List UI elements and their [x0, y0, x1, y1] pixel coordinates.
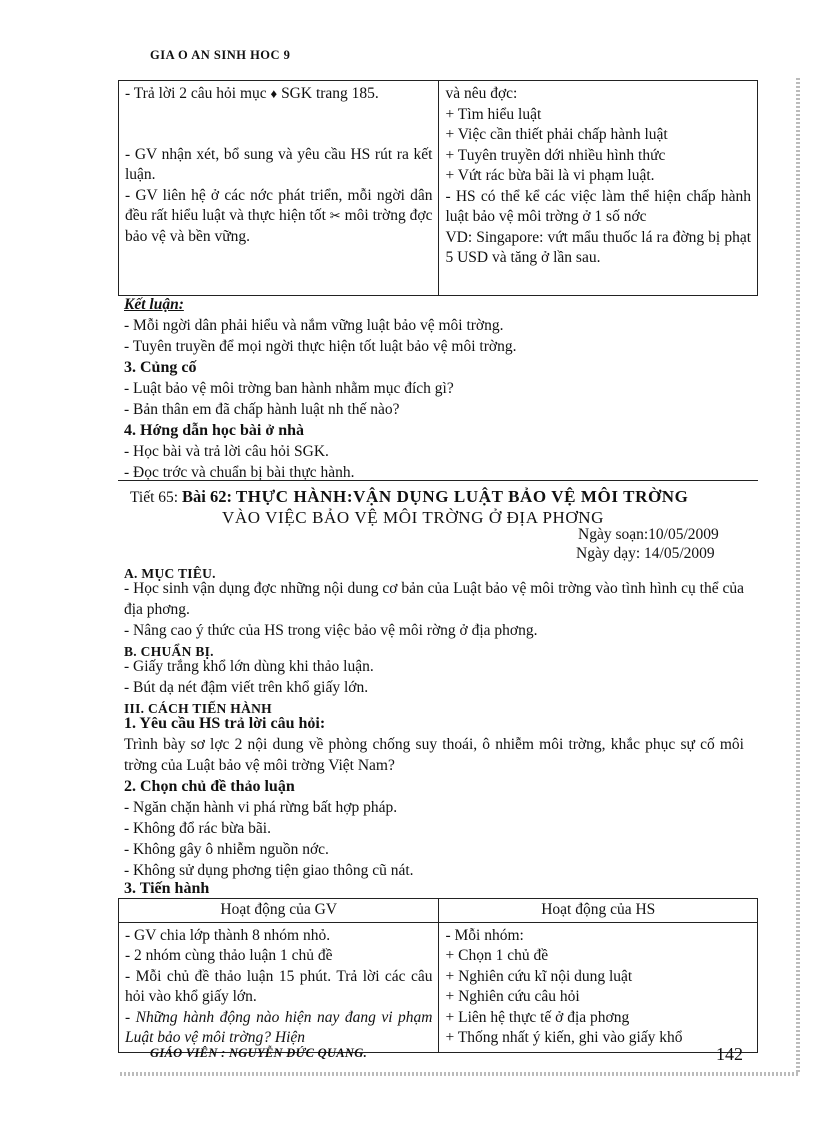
topic-item: - Không sử dụng phơng tiện giao thông cũ nát. [124, 862, 414, 879]
bottom-hs-cell [439, 922, 758, 1052]
bottom-activity-table [118, 898, 758, 1053]
ngay-day: Ngày dạy: 14/05/2009 [576, 545, 715, 562]
gv-line: - 2 nhóm cùng thảo luận 1 chủ đề [125, 947, 333, 964]
hs-line: + Tìm hiểu luật [445, 105, 542, 123]
lesson-subtitle: VÀO VIỆC BẢO VỆ MÔI TRỜNG Ở ĐỊA PHƠNG [222, 508, 605, 527]
hs-line: VD: Singapore: vứt mẩu thuốc lá ra đờng bị phạt 5 USD và tăng ở lần sau. [445, 228, 751, 266]
muc-tieu-title: A. MỤC TIÊU. [124, 566, 216, 581]
topic-item: - Ngăn chặn hành vi phá rừng bất hợp pháp. [124, 799, 398, 816]
hs-line: - Mỗi nhóm: [445, 926, 524, 944]
ket-luan-item: - Mỗi ngời dân phải hiểu và nắm vững luật bảo vệ môi trờng. [124, 317, 504, 334]
page-number: 142 [716, 1044, 743, 1064]
hs-line: + Việc cần thiết phải chấp hành luật [445, 126, 668, 143]
huong-dan-item: - Học bài và trả lời câu hỏi SGK. [124, 443, 329, 460]
hs-line: + Chọn 1 chủ đề [445, 947, 549, 964]
tiet-label: Tiết 65: [130, 489, 179, 506]
gv-line: - Mỗi chủ đề thảo luận 15 phút. Trả lời các câu hỏi vào khổ giấy lớn. [125, 967, 433, 1005]
page-shadow-right [796, 78, 800, 1078]
ngay-soan: Ngày soạn:10/05/2009 [578, 526, 719, 543]
cung-co-title: 3. Củng cố [124, 359, 197, 376]
top-table-gv-cell [119, 81, 439, 296]
lesson-title-line-1 [130, 486, 688, 508]
hs-line: + Nghiên cứu kĩ nội dung luật [445, 967, 633, 985]
gv-header: Hoạt động của GV [119, 899, 439, 923]
chuan-bi-title: B. CHUẨN BỊ. [124, 644, 214, 659]
ket-luan-title: Kết luận: [124, 296, 184, 313]
page-footer-teacher: GIÁO VIÊN : NGUYỄN ĐỨC QUANG. [150, 1046, 368, 1060]
top-activity-table [118, 80, 758, 296]
chuan-bi-item: - Bút dạ nét đậm viết trên khổ giấy lớn. [124, 679, 369, 696]
top-table-hs-cell [439, 81, 758, 296]
hs-line: + Thống nhất ý kiến, ghi vào giấy khổ [445, 1029, 683, 1046]
step-3-title: 3. Tiến hành [124, 880, 210, 897]
gv-item-1: - Trả lời 2 câu hỏi mục ♦ SGK trang 185. [125, 84, 432, 105]
ket-luan-item: - Tuyên truyền để mọi ngời thực hiện tốt luật bảo vệ môi trờng. [124, 338, 517, 355]
page-header: GIA O AN SINH HOC 9 [150, 48, 291, 62]
topic-item: - Không gây ô nhiễm nguồn nớc. [124, 841, 329, 858]
huong-dan-item: - Đọc trớc và chuẩn bị bài thực hành. [124, 464, 355, 481]
hs-line: + Vứt rác bừa bãi là vi phạm luật. [445, 167, 655, 184]
page-shadow-bottom [120, 1072, 800, 1076]
hs-line: + Nghiên cứu câu hỏi [445, 988, 580, 1005]
section-divider [118, 480, 758, 481]
step-1-text: Trình bày sơ lợc 2 nội dung về phòng chống suy thoái, ô nhiễm môi trờng, khắc phục sự cố môi trờng của Luật bảo vệ môi trờng Việt Nam? [124, 736, 744, 774]
cach-tien-hanh-title: III. CÁCH TIẾN HÀNH [124, 701, 272, 716]
hs-line: + Liên hệ thực tế ở địa phơng [445, 1008, 630, 1026]
gv-line: - GV chia lớp thành 8 nhóm nhỏ. [125, 926, 331, 944]
bottom-gv-cell [119, 922, 439, 1052]
lesson-title: THỰC HÀNH:VẬN DỤNG LUẬT BẢO VỆ MÔI TRỜNG [235, 487, 689, 506]
gv-item-3: - GV liên hệ ở các nớc phát triển, mỗi ngời dân đều rất hiểu luật và thực hiện tốt ✂ môi trờng đợc bảo vệ và bền vững. [125, 186, 433, 245]
gv-italic-line: - Những hành động nào hiện nay đang vi phạm Luật bảo vệ môi trờng? Hiện [125, 1008, 433, 1046]
cung-co-item: - Bản thân em đã chấp hành luật nh thế nào? [124, 401, 400, 418]
muc-tieu-item: - Nâng cao ý thức của HS trong việc bảo vệ môi rờng ở địa phơng. [124, 622, 538, 639]
diamond-bullet-icon: ♦ [270, 86, 278, 101]
bai-label: Bài 62: [181, 487, 232, 506]
hs-line: - HS có thể kể các việc làm thể hiện chấp hành luật bảo vệ môi trờng ở 1 số nớc [445, 187, 751, 225]
hs-header: Hoạt động của HS [439, 899, 758, 923]
muc-tieu-item: - Học sinh vận dụng đợc những nội dung cơ bản của Luật bảo vệ môi trờng vào tình hình cụ thể của địa phơng. [124, 580, 744, 618]
hs-line: + Tuyên truyền dới nhiều hình thức [445, 146, 666, 164]
gv-item-2: - GV nhận xét, bổ sung và yêu cầu HS rút ra kết luận. [125, 145, 433, 183]
scissors-icon: ✂ [329, 208, 341, 223]
huong-dan-title: 4. Hớng dẫn học bài ở nhà [124, 422, 304, 439]
topic-item: - Không đổ rác bừa bãi. [124, 820, 271, 837]
cung-co-item: - Luật bảo vệ môi trờng ban hành nhằm mục đích gì? [124, 380, 454, 397]
step-1-title: 1. Yêu cầu HS trả lời câu hỏi: [124, 715, 326, 732]
chuan-bi-item: - Giấy trắng khổ lớn dùng khi thảo luận. [124, 658, 374, 675]
hs-line: và nêu đợc: [445, 85, 518, 102]
step-2-title: 2. Chọn chủ đề thảo luận [124, 778, 295, 795]
